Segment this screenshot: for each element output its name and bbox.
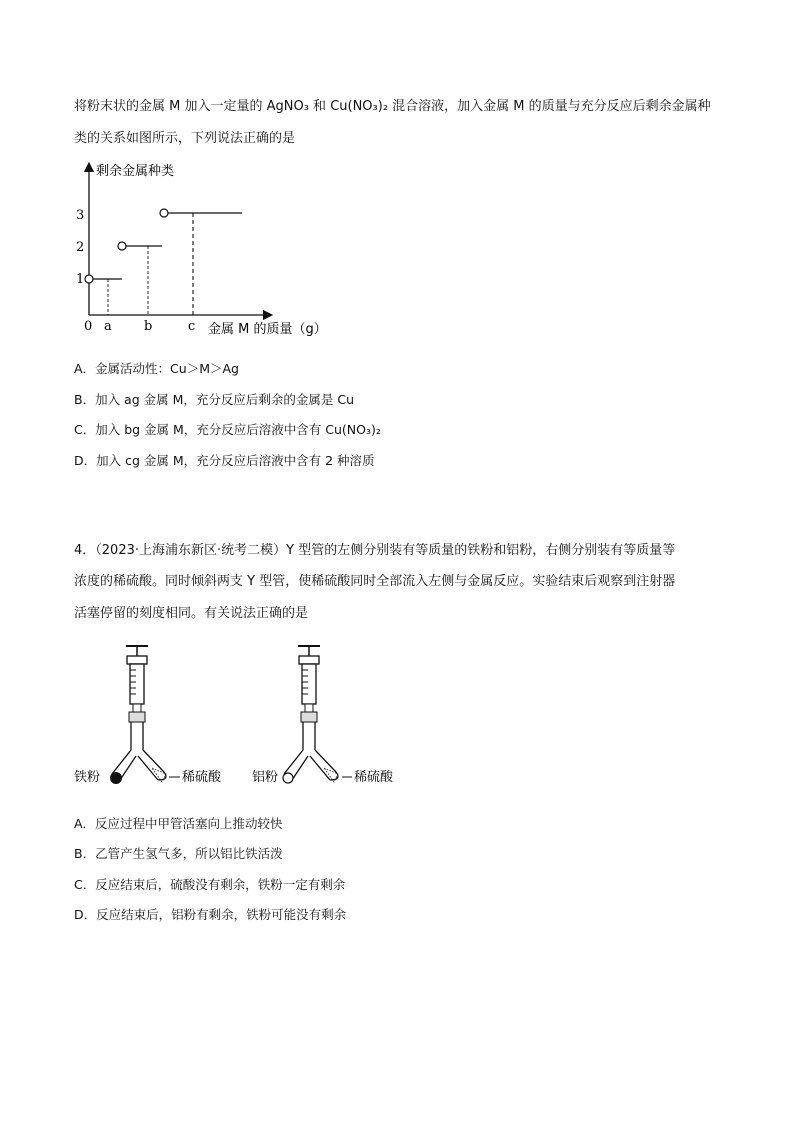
q4-figure <box>72 638 412 798</box>
q3-stem-line-1: 将粉末状的金属 M 加入一定量的 AgNO₃ 和 Cu(NO₃)₂ 混合溶液，加入金属 M 的质量与充分反应后剩余金属种 <box>74 99 711 114</box>
q4-stem-line-3: 活塞停留的刻度相同。有关说法正确的是 <box>74 606 309 621</box>
ytick-1: 1 <box>76 272 85 287</box>
q3-option-b: B．加入 ag 金属 M，充分反应后剩余的金属是 Cu <box>74 392 354 407</box>
open-point-2 <box>118 242 126 250</box>
q3-graph <box>70 155 370 350</box>
xtick-0: 0 <box>84 319 93 334</box>
q4-option-c: C．反应结束后，硫酸没有剩余，铁粉一定有剩余 <box>74 877 346 892</box>
y-axis-label: 剩余金属种类 <box>96 164 175 179</box>
q4-option-a: A．反应过程中甲管活塞向上推动较快 <box>74 816 283 831</box>
ytick-2: 2 <box>76 240 85 255</box>
label-iron-powder: 铁粉 <box>74 770 101 785</box>
ytick-3: 3 <box>76 208 85 223</box>
label-dilute-sulfuric-acid-2: 稀硫酸 <box>354 770 394 785</box>
q4-stem-line-2: 浓度的稀硫酸。同时倾斜两支 Y 型管，使稀硫酸同时全部流入左侧与金属反应。实验结束后观察到注射器 <box>74 574 676 589</box>
label-dilute-sulfuric-acid-1: 稀硫酸 <box>182 770 222 785</box>
label-aluminum-powder: 铝粉 <box>252 770 279 785</box>
q4-stem-line-1: 4．（2023·上海浦东新区·统考二模）Y 型管的左侧分别装有等质量的铁粉和铝粉，右侧分别装有等质量等 <box>74 543 676 558</box>
x-axis-label: 金属 M 的质量（g） <box>208 322 327 337</box>
open-point-1 <box>85 275 93 283</box>
y-tube-apparatus-left <box>110 646 166 784</box>
xtick-a: a <box>104 319 112 334</box>
q3-option-c: C．加入 bg 金属 M，充分反应后溶液中含有 Cu(NO₃)₂ <box>74 422 381 437</box>
q4-option-d: D．反应结束后，铝粉有剩余，铁粉可能没有剩余 <box>74 907 347 922</box>
q4-option-b: B．乙管产生氢气多，所以铝比铁活泼 <box>74 846 283 861</box>
xtick-c: c <box>188 319 196 334</box>
q3-stem-line-2: 类的关系如图所示，下列说法正确的是 <box>74 131 296 146</box>
y-tube-apparatus-right <box>283 646 338 783</box>
open-point-3 <box>160 209 168 217</box>
q3-option-a: A．金属活动性：Cu＞M＞Ag <box>74 361 239 376</box>
xtick-b: b <box>144 319 153 334</box>
q3-option-d: D．加入 cg 金属 M，充分反应后溶液中含有 2 种溶质 <box>74 453 375 468</box>
